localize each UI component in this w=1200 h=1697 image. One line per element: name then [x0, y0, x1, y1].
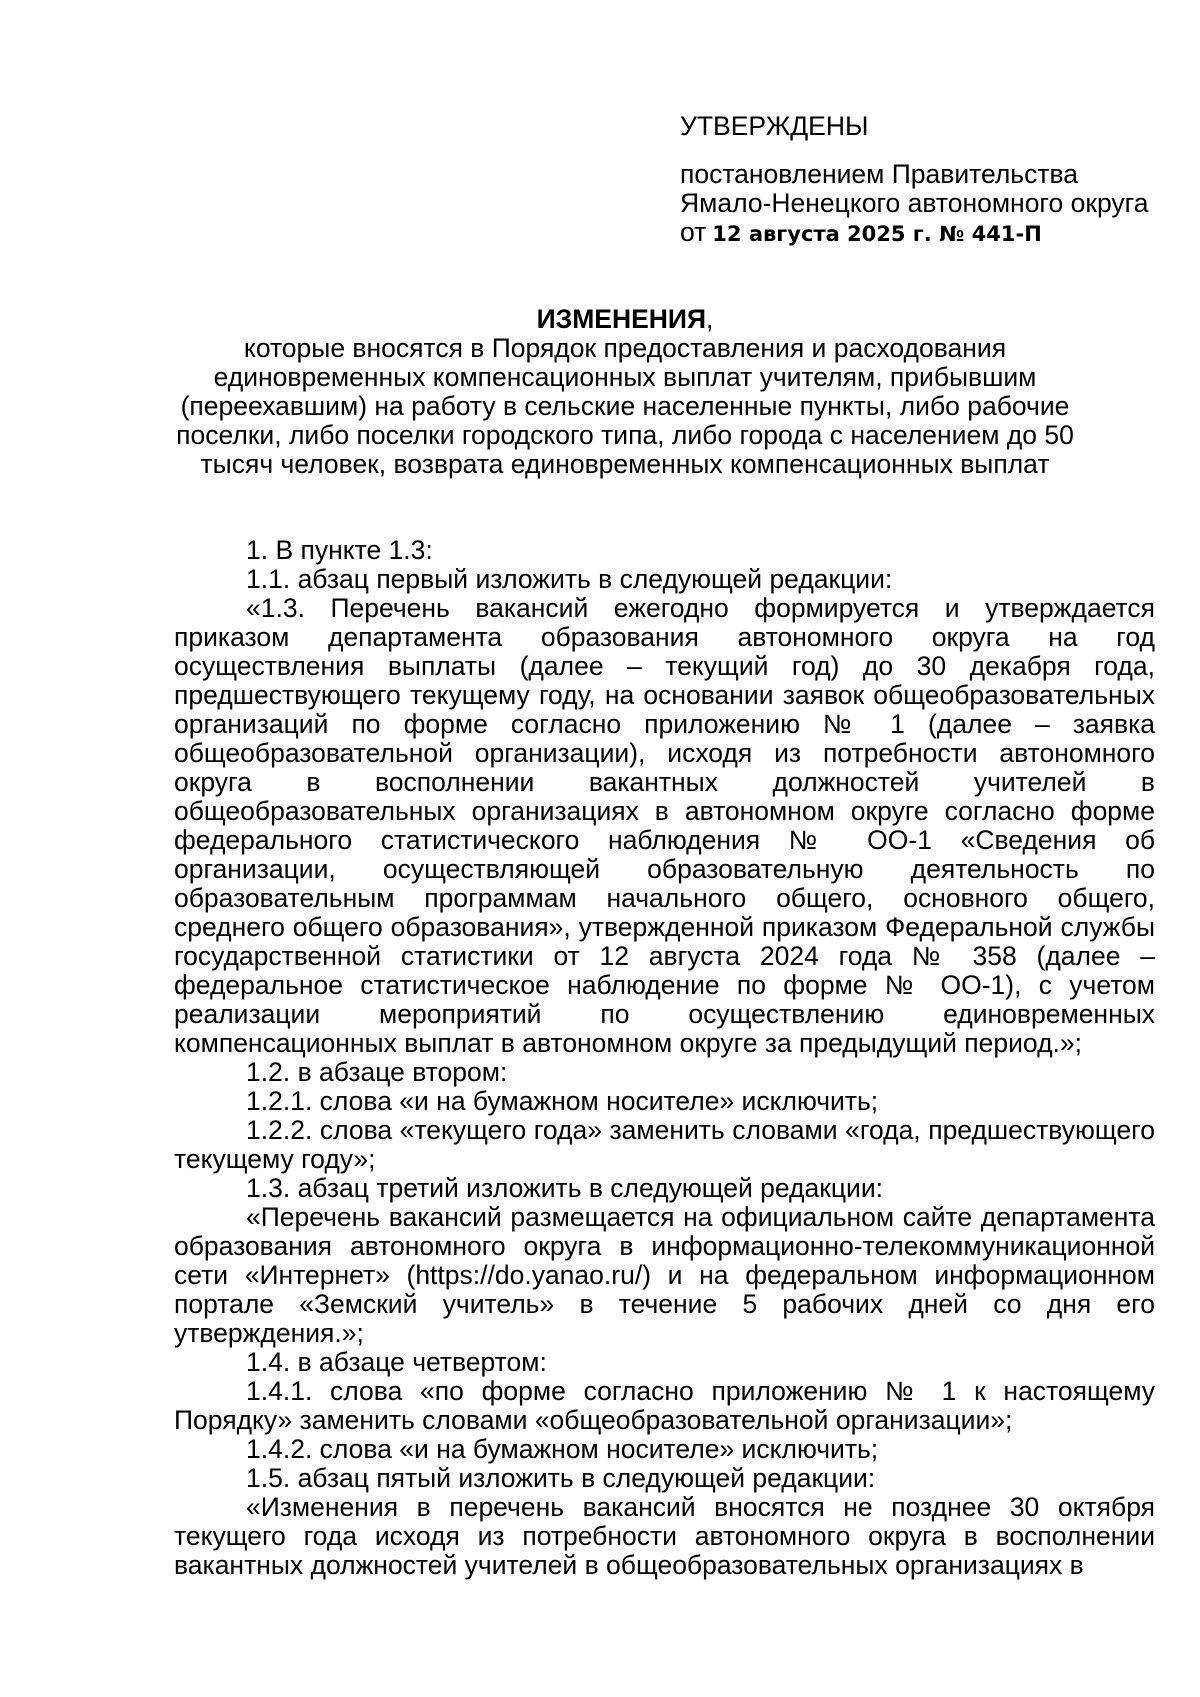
approval-stamp: УТВЕРЖДЕНЫ [680, 111, 869, 141]
heading-subtitle: которые вносятся в Порядок предоставления и расходования единовременных компенсационных выплат учителям, прибывшим (переехавшим) на работу в сельские населенные пункты, либо рабочие поселки, либо поселки городского типа, либо города с населением до 50 тысяч человек, возврата единовременных компенсационных выплат [176, 333, 1074, 479]
paragraph-9: 1.4. в абзаце четвертом: [246, 1347, 547, 1377]
paragraph-5: 1.2.1. слова «и на бумажном носителе» исключить; [246, 1086, 879, 1116]
paragraph-1: 1. В пункте 1.3: [246, 535, 433, 565]
approval-line-2: Ямало-Ненецкого автономного округа [680, 188, 1149, 218]
paragraph-2: 1.1. абзац первый изложить в следующей редакции: [246, 564, 893, 594]
paragraph-13: «Изменения в перечень вакансий вносятся не позднее 30 октября текущего года исходя из потребности автономного округа в восполнении вакантных должностей учителей в общеобразовательных организациях в [174, 1492, 1155, 1580]
paragraph-3: «1.3. Перечень вакансий ежегодно формируется и утверждается приказом департамента образования автономного округа на год осуществления выплаты (далее – текущий год) до 30 декабря года, предшествующего текущему году, на основании заявок общеобразовательных организаций по форме согласно приложению № 1 (далее – заявка общеобразовательной организации), исходя из потребности автономного округа в восполнении вакантных должностей учителей в общеобразовательных организациях в автономном округе согласно форме федерального статистического наблюдения № ОО-1 «Сведения об организации, осуществляющей образовательную деятельность по образовательным программам начального общего, основного общего, среднего общего образования», утвержденной приказом Федеральной службы государственной статистики от 12 августа 2024 года № 358 (далее – федеральное статистическое наблюдение по форме № ОО-1), с учетом реализации мероприятий по осуществлению единовременных компенсационных выплат в автономном округе за предыдущий период.»; [174, 593, 1155, 1058]
paragraph-10: 1.4.1. слова «по форме согласно приложению № 1 к настоящему Порядку» заменить словами «общеобразовательной организации»; [174, 1376, 1155, 1435]
paragraph-11: 1.4.2. слова «и на бумажном носителе» исключить; [246, 1434, 879, 1464]
paragraph-12: 1.5. абзац пятый изложить в следующей редакции: [246, 1463, 876, 1493]
heading-title: ИЗМЕНЕНИЯ [536, 304, 707, 334]
heading-title-line [175, 305, 1075, 334]
approval-block [680, 112, 1160, 249]
paragraph-7: 1.3. абзац третий изложить в следующей редакции: [246, 1173, 883, 1203]
document-body [174, 536, 1155, 1580]
paragraph-6: 1.2.2. слова «текущего года» заменить словами «года, предшествующего текущему году»; [174, 1115, 1155, 1174]
paragraph-4: 1.2. в абзаце втором: [246, 1057, 508, 1087]
paragraph-8: «Перечень вакансий размещается на официальном сайте департамента образования автономного округа в информационно-телекоммуникационной сети «Интернет» (https://do.yanao.ru/) и на федеральном информационном портале «Земский учитель» в течение 5 рабочих дней со дня его утверждения.»; [174, 1202, 1155, 1348]
approval-line-1: постановлением Правительства [680, 159, 1078, 189]
resolution-number: 12 августа 2025 г. № 441-П [712, 222, 1042, 246]
approval-line-3 [680, 218, 1160, 249]
approval-prefix: от [680, 217, 707, 247]
document-heading [175, 305, 1075, 479]
heading-title-suffix: , [706, 304, 714, 334]
